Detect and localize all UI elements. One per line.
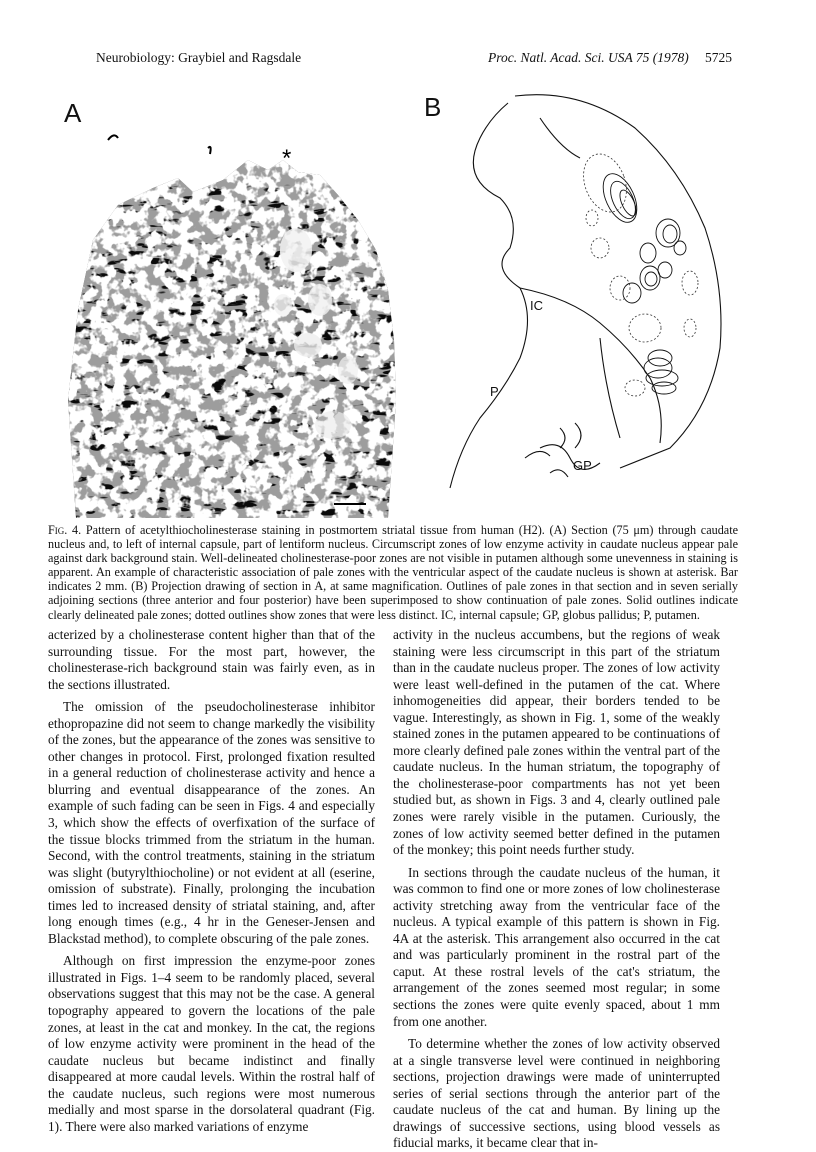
panel-b-label: B — [424, 92, 442, 122]
body-column-left — [48, 627, 375, 1135]
label-gp: GP — [573, 458, 592, 473]
paragraph: The omission of the pseudocholinesterase inhibitor ethopropazine did not seem to change markedly the visibility of the zones, but the appearance of the zones was sensitive to other changes in protocol. First, prolonged fixation resulted in a general reduction of cholinesterase activity and hence a blurring and eventual disappearance of the zones. An example of such fading can be seen in Figs. 4 and especially 3, which show the effects of overfixation of the surface of the tissue blocks trimmed from the striatum in the human. Second, with the control treatments, staining in the striatum was slight (butyrylthiocholine) or not evident at all (eserine, omission of substrate). Finally, prolonging the incubation times led to increased density of striatal staining, and, after long enough times (e.g., 4 hr in the Geneser-Jensen and Blackstad method), to complete obscuring of the pale zones. — [48, 699, 375, 946]
page-number: 5725 — [705, 50, 732, 65]
projection-drawing-panel-b — [420, 88, 740, 518]
panel-a-label: A — [64, 98, 82, 128]
header-journal: Proc. Natl. Acad. Sci. USA 75 (1978) — [488, 50, 689, 65]
paragraph: acterized by a cholinesterase content higher than that of the surrounding tissue. For the most part, however, the cholinesterase-rich background stain was fairly even, as in the sections illustrated. — [48, 627, 375, 692]
figure-caption — [48, 523, 738, 622]
label-p: P — [490, 384, 499, 399]
running-header — [96, 50, 732, 70]
paragraph: activity in the nucleus accumbens, but the regions of weak staining were less circumscript in this part of the striatum than in the caudate nucleus proper. The zones of low activity were least well-defined in the putamen of the cat. Where inhomogeneities did appear, their borders tended to be vague. Interestingly, as shown in Fig. 1, some of the weakly stained zones in the putamen appeared to be continuations of more clearly defined pale zones within the ventral part of the caudate nucleus. In the human striatum, the topography of the cholinesterase-poor compartments has not yet been studied but, as shown in Figs. 3 and 4, clearly outlined pale zones were rarely visible in the putamen. Curiously, the zones of low activity seemed better defined in the putamen of the monkey; this point needs further study. — [393, 627, 720, 858]
caption-fig-number: Fig. 4. — [48, 523, 82, 537]
header-authors: Neurobiology: Graybiel and Ragsdale — [96, 50, 302, 65]
label-ic: IC — [530, 298, 543, 313]
micrograph-panel-a — [58, 100, 403, 520]
caption-text: Pattern of acetylthiocholinesterase staining in postmortem striatal tissue from human (H2). (A) Section (75 μm) through caudate nucleus and, to left of internal capsule, part of lentiform nucleus. Circumscript zones of low enzyme activity in caudate nucleus appear pale against dark background stain. Well-delineated cholinesterase-poor zones are not visible in putamen although some unevenness in staining is apparent. An example of characteristic association of pale zones with the ventricular aspect of the caudate nucleus is shown at asterisk. Bar indicates 2 mm. (B) Projection drawing of section in A, at same magnification. Outlines of pale zones in that section and in seven serially adjoining sections (three anterior and four posterior) have been superimposed to show continuation of pale zones. Solid outlines indicate clearly delineated pale zones; dotted outlines show zones that were less distinct. IC, internal capsule; GP, globus pallidus; P, putamen. — [48, 523, 738, 622]
body-column-right — [393, 627, 720, 1152]
paragraph: Although on first impression the enzyme-poor zones illustrated in Figs. 1–4 seem to be randomly placed, several observations suggest that this may not be the case. A general topography appeared to govern the locations of the pale zones, at least in the cat and monkey. In the cat, the regions of low enzyme activity were prominent in the head of the caudate nucleus but became indistinct and finally disappeared at more caudal levels. Within the rostral half of the caudate nucleus, such regions were most numerous medially and most sparse in the dorsolateral quadrant (Fig. 1). There were also marked variations of enzyme — [48, 953, 375, 1134]
paragraph: To determine whether the zones of low activity observed at a single transverse level were continued in neighboring sections, projection drawings were made of uninterrupted series of serial sections through the anterior part of the caudate nucleus of the cat and human. By lining up the drawings of successive sections, using blood vessels as fiducial marks, it became clear that in- — [393, 1036, 720, 1151]
asterisk-marker: * — [282, 145, 292, 172]
paragraph: In sections through the caudate nucleus of the human, it was common to find one or more zones of low cholinesterase activity stretching away from the ventricular face of the nucleus. A typical example of this pattern is shown in Fig. 4A at the asterisk. This arrangement also occurred in the cat and was particularly prominent in the rostral part of the caput. At these rostral levels of the cat's striatum, the arrangement of the zones seemed most regular; in some sections the zones were quite evenly spaced, about 1 mm from one another. — [393, 864, 720, 1029]
